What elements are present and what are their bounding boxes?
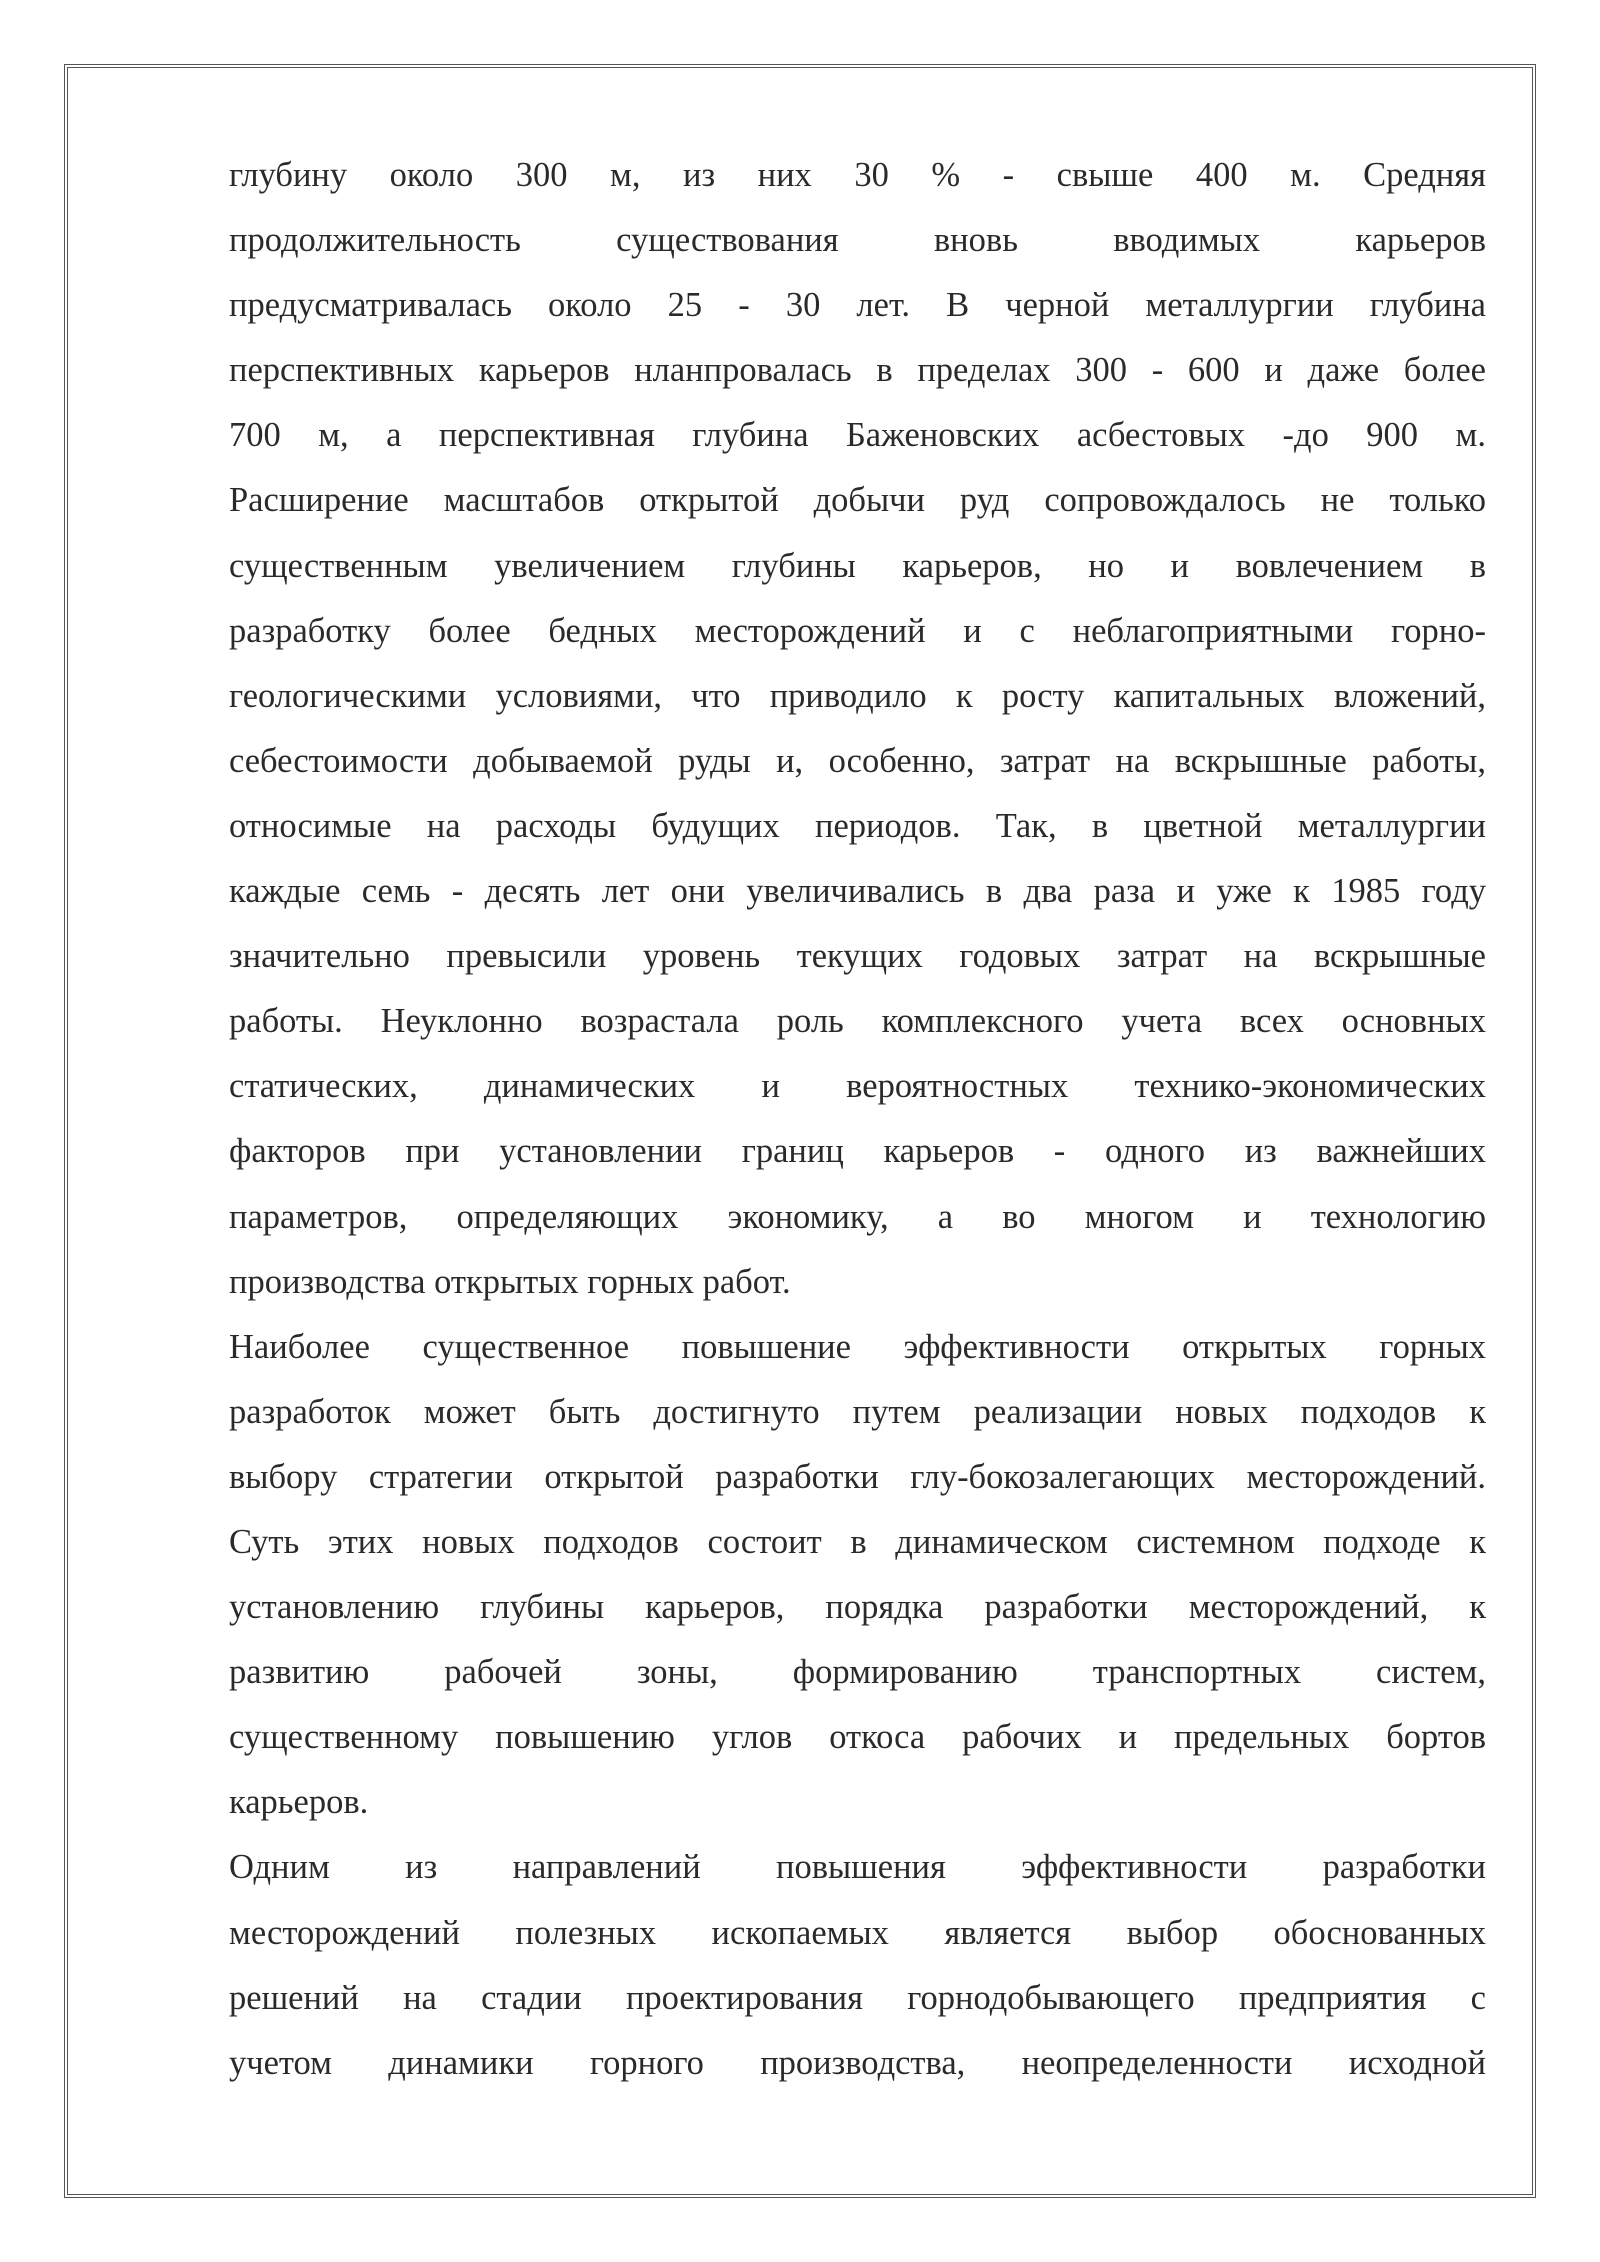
- text-line: работы. Неуклонно возрастала роль комплексного учета всех основных: [229, 1002, 1486, 1041]
- text-line: факторов при установлении границ карьеров - одного из важнейших: [229, 1132, 1486, 1171]
- document-body: [229, 143, 1486, 2096]
- text-line: предусматривалась около 25 - 30 лет. В черной металлургии глубина: [229, 286, 1486, 325]
- text-line: перспективных карьеров нланпровалась в пределах 300 - 600 и даже более: [229, 351, 1486, 390]
- text-line: решений на стадии проектирования горнодобывающего предприятия с: [229, 1978, 1486, 2017]
- text-line: продолжительность существования вновь вводимых карьеров: [229, 221, 1486, 260]
- text-line: каждые семь - десять лет они увеличивались в два раза и уже к 1985 году: [229, 872, 1486, 911]
- text-line: Расширение масштабов открытой добычи руд сопровождалось не только: [229, 481, 1486, 520]
- text-line: статических, динамических и вероятностных технико-экономических: [229, 1067, 1486, 1106]
- text-line: глубину около 300 м, из них 30 % - свыше 400 м. Средняя: [229, 156, 1486, 194]
- text-line: Суть этих новых подходов состоит в динамическом системном подходе к: [229, 1522, 1486, 1561]
- text-line: разработку более бедных месторождений и с неблагоприятными горно-: [229, 611, 1486, 650]
- text-line: значительно превысили уровень текущих годовых затрат на вскрышные: [229, 937, 1486, 976]
- text-line: Одним из направлений повышения эффективности разработки: [229, 1848, 1486, 1887]
- paragraph-2: [229, 1315, 1486, 1836]
- text-line: разработок может быть достигнуто путем реализации новых подходов к: [229, 1392, 1486, 1431]
- text-line: 700 м, а перспективная глубина Баженовских асбестовых -до 900 м.: [229, 416, 1486, 455]
- text-line: существенным увеличением глубины карьеров, но и вовлечением в: [229, 546, 1486, 585]
- text-line: геологическими условиями, что приводило к росту капитальных вложений,: [229, 676, 1486, 715]
- text-line: относимые на расходы будущих периодов. Так, в цветной металлургии: [229, 806, 1486, 845]
- text-line: установлению глубины карьеров, порядка разработки месторождений, к: [229, 1588, 1486, 1627]
- text-line: выбору стратегии открытой разработки глу-бокозалегающих месторождений.: [229, 1457, 1486, 1496]
- text-line: месторождений полезных ископаемых является выбор обоснованных: [229, 1913, 1486, 1952]
- text-line: развитию рабочей зоны, формированию транспортных систем,: [229, 1653, 1486, 1692]
- text-line: производства открытых горных работ.: [229, 1262, 791, 1301]
- paragraph-3: [229, 1835, 1486, 2095]
- text-line: Наиболее существенное повышение эффективности открытых горных: [229, 1327, 1486, 1366]
- text-line: себестоимости добываемой руды и, особенно, затрат на вскрышные работы,: [229, 741, 1486, 780]
- text-line: существенному повышению углов откоса рабочих и предельных бортов: [229, 1718, 1486, 1757]
- paragraph-1: [229, 143, 1486, 1315]
- text-line: параметров, определяющих экономику, а во многом и технологию: [229, 1197, 1486, 1236]
- text-line: учетом динамики горного производства, неопределенности исходной: [229, 2043, 1486, 2082]
- text-line: карьеров.: [229, 1783, 369, 1822]
